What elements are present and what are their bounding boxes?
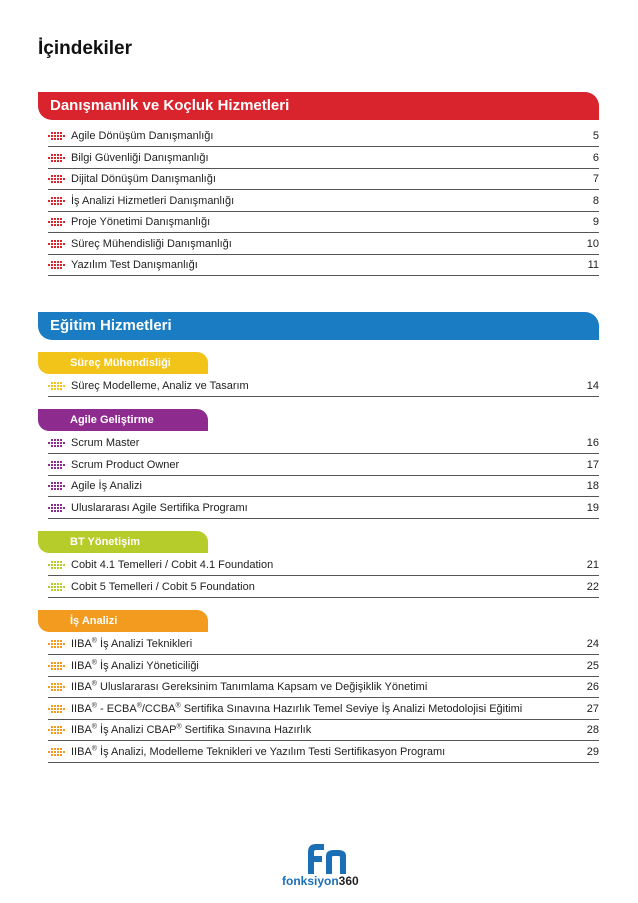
category-banner: Süreç Mühendisliği [38,352,208,374]
toc-entry-text: Sertifika Sınavına Hazırlık Temel Seviye İş Analizi Metodolojisi Eğitimi [180,702,523,715]
toc-entry[interactable] [48,555,599,576]
toc-entry-page: 27 [586,702,599,715]
toc-entry-text: Scrum Master [71,437,140,449]
toc-entry-text: Cobit 5 Temelleri / Cobit 5 Foundation [71,580,255,593]
arrow-dots-icon [48,174,66,185]
arrow-dots-icon [48,704,66,715]
toc-entry-label [71,677,427,698]
toc-entry[interactable] [48,699,599,720]
fn-logo-icon [304,842,350,874]
toc-entry-label [71,455,179,476]
toc-entry[interactable] [48,433,599,454]
category-banner: İş Analizi [38,610,208,632]
arrow-dots-icon [48,438,66,449]
arrow-dots-icon [48,560,66,571]
registered-mark: ® [91,680,97,688]
toc-entry-label [71,376,249,397]
toc-entry-text: Uluslararası Gereksinim Tanımlama Kapsam ve Değişiklik Yönetimi [96,681,428,693]
fonksiyon360-logo [282,842,380,892]
arrow-dots-icon [48,503,66,514]
toc-entry-label [71,169,216,190]
toc-entry-page: 7 [592,173,599,185]
toc-entry-text: IIBA [71,659,92,672]
toc-entry-label [71,126,213,147]
arrow-dots-icon [48,582,66,593]
toc-entry-label [71,577,255,598]
toc-entry-page: 25 [586,659,599,672]
logo-suffix: 360 [338,874,359,888]
toc-entry-page: 21 [586,559,599,571]
toc-entry[interactable] [48,126,599,147]
toc-entry-page: 19 [586,501,599,514]
arrow-dots-icon [48,217,66,228]
toc-entry-text: Proje Yönetimi Danışmanlığı [71,216,211,228]
toc-entry[interactable] [48,577,599,598]
arrow-dots-icon [48,153,66,164]
toc-entry-text: Bilgi Güvenliği Danışmanlığı [71,151,209,164]
toc-entry-label [71,191,234,212]
registered-mark: ® [91,723,97,731]
toc-entry-page: 14 [586,380,599,392]
toc-entry-label [71,656,199,677]
toc-entry-text: Süreç Modelleme, Analiz ve Tasarım [71,380,249,392]
registered-mark: ® [175,701,181,709]
toc-entry-label [71,255,198,276]
toc-entry-text: Sertifika Sınavına Hazırlık [181,724,312,736]
arrow-dots-icon [48,460,66,471]
toc-entry-page: 29 [586,745,599,758]
toc-entry-page: 10 [586,237,599,250]
arrow-dots-icon [48,381,66,392]
toc-entry-page: 16 [586,437,599,449]
toc-entry-label [71,634,192,655]
toc-entry-label [71,212,210,233]
toc-entry-page: 11 [587,259,599,271]
toc-entry-page: 28 [586,724,599,736]
toc-entry[interactable] [48,677,599,698]
page-title: İçindekiler [38,38,132,59]
logo-brand: fonksiyon [282,874,339,888]
consulting-banner: Danışmanlık ve Koçluk Hizmetleri [38,92,599,120]
toc-entry[interactable] [48,634,599,655]
arrow-dots-icon [48,682,66,693]
category-banner: BT Yönetişim [38,531,208,553]
registered-mark: ® [136,701,142,709]
toc-entry[interactable] [48,498,599,519]
toc-entry-page: 9 [592,216,599,228]
arrow-dots-icon [48,196,66,207]
toc-entry[interactable] [48,656,599,677]
toc-entry-text: Scrum Product Owner [71,458,180,471]
toc-entry[interactable] [48,742,599,763]
toc-entry-page: 24 [586,638,599,650]
training-banner: Eğitim Hizmetleri [38,312,599,340]
toc-entry-label [71,555,273,576]
toc-entry-text: Cobit 4.1 Temelleri / Cobit 4.1 Foundation [71,559,274,571]
toc-entry[interactable] [48,148,599,169]
toc-entry[interactable] [48,234,599,255]
arrow-dots-icon [48,747,66,758]
toc-entry-text: Agile Dönüşüm Danışmanlığı [71,130,214,142]
toc-entry-text: IIBA [71,745,92,758]
toc-entry-text: IIBA [71,702,92,715]
toc-entry-page: 8 [592,194,599,207]
toc-entry-page: 5 [592,130,599,142]
toc-entry-page: 26 [586,681,599,693]
toc-entry-text: Süreç Mühendisliği Danışmanlığı [71,237,232,250]
toc-entry-text: IIBA [71,681,92,693]
logo-wordmark [282,874,359,888]
toc-entry-page: 17 [586,458,599,471]
registered-mark: ® [176,723,182,731]
toc-entry-label [71,699,522,720]
toc-entry[interactable] [48,191,599,212]
toc-entry[interactable] [48,455,599,476]
registered-mark: ® [91,744,97,752]
toc-entry-label [71,742,445,763]
toc-entry-text: İş Analizi, Modelleme Teknikleri ve Yazılım Testi Sertifikasyon Programı [96,745,446,758]
toc-entry[interactable] [48,255,599,276]
arrow-dots-icon [48,131,66,142]
toc-entry-text: Dijital Dönüşüm Danışmanlığı [71,173,216,185]
toc-entry-text: İş Analizi CBAP [96,724,177,736]
toc-entry-text: Yazılım Test Danışmanlığı [71,259,198,271]
toc-entry-label [71,234,232,255]
arrow-dots-icon [48,260,66,271]
toc-entry-text: IIBA [71,724,92,736]
toc-entry[interactable] [48,720,599,741]
registered-mark: ® [91,701,97,709]
toc-entry-text: Agile İş Analizi [71,480,142,492]
toc-entry-page: 6 [592,151,599,164]
toc-entry-text: İş Analizi Yöneticiliği [96,659,199,672]
arrow-dots-icon [48,239,66,250]
category-banner: Agile Geliştirme [38,409,208,431]
toc-entry-label [71,720,311,741]
registered-mark: ® [91,637,97,645]
toc-entry[interactable] [48,169,599,190]
toc-entry-label [71,148,209,169]
toc-entry[interactable] [48,476,599,497]
arrow-dots-icon [48,481,66,492]
arrow-dots-icon [48,661,66,672]
toc-entry-label [71,498,248,519]
registered-mark: ® [91,658,97,666]
toc-entry-text: İş Analizi Hizmetleri Danışmanlığı [71,194,235,207]
arrow-dots-icon [48,725,66,736]
toc-entry-text: IIBA [71,638,92,650]
toc-entry[interactable] [48,376,599,397]
toc-entry-text: Uluslararası Agile Sertifika Programı [71,501,248,514]
toc-entry-label [71,433,139,454]
toc-entry[interactable] [48,212,599,233]
toc-entry-page: 18 [586,480,599,492]
toc-entry-page: 22 [586,580,599,593]
toc-entry-text: /CCBA [141,702,176,715]
toc-entry-label [71,476,142,497]
arrow-dots-icon [48,639,66,650]
toc-entry-text: - ECBA [96,702,137,715]
toc-entry-text: İş Analizi Teknikleri [96,638,193,650]
